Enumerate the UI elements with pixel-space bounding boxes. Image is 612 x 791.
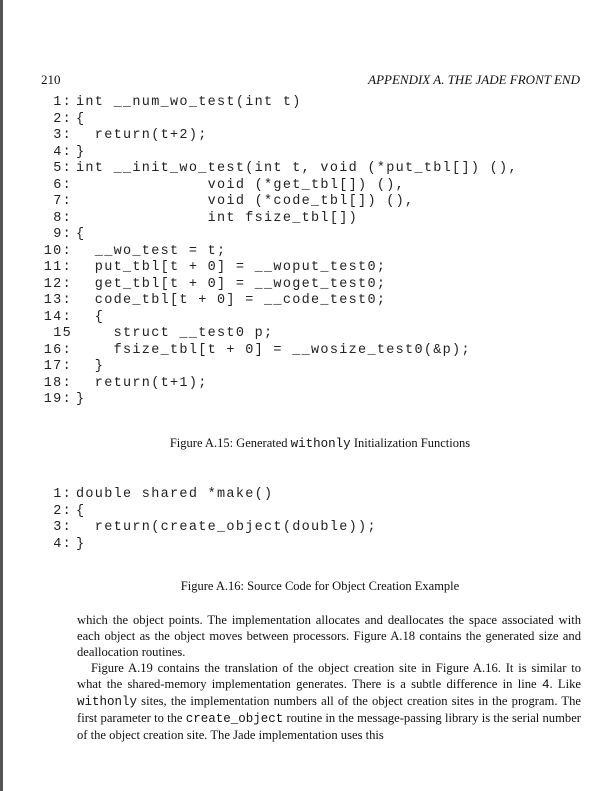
line-number: 4: <box>53 144 72 160</box>
code-text: code_tbl[t + 0] = __code_test0; <box>76 293 387 308</box>
line-number: 1: <box>53 487 72 502</box>
code-line <box>40 277 518 294</box>
code-text: void (*get_tbl[]) (), <box>76 177 406 193</box>
code-line <box>40 112 518 129</box>
code-line <box>40 392 518 409</box>
line-number: 7: <box>53 194 72 209</box>
line-number: 18: <box>43 375 72 391</box>
code-text: int fsize_tbl[]) <box>76 210 359 226</box>
scan-edge <box>0 0 3 791</box>
code-text: return(t+1); <box>76 375 208 391</box>
code-line <box>40 343 518 360</box>
code-line <box>40 161 518 178</box>
code-line <box>40 227 518 244</box>
code-text: struct __test0 p; <box>76 326 274 341</box>
code-text: return(t+2); <box>76 128 208 143</box>
code-text: int __init_wo_test(int t, void (*put_tbl[]) (), <box>76 161 518 176</box>
line-number: 6: <box>53 177 72 193</box>
line-number: 2: <box>53 111 72 127</box>
code-line <box>40 244 518 261</box>
line-number: 3: <box>53 128 72 143</box>
line-number: 4: <box>53 536 72 552</box>
line-number: 3: <box>53 520 72 535</box>
code-line <box>40 145 518 162</box>
line-number: 11: <box>43 260 72 275</box>
page-number: 210 <box>41 72 61 87</box>
code-text: { <box>76 503 86 519</box>
caption-text: Initialization Functions <box>350 436 471 450</box>
paragraph: Figure A.19 contains the translation of the object creation site in Figure A.16. It is similar to what the shared-memory implementation generates. There is a subtle difference in line 4. Like withonly sites, the implementation numbers all of the object creation sites in the program. The first parameter to the create_object routine in the message-passing library is the serial number of the object creation site. The Jade implementation uses this <box>77 661 581 742</box>
figure-caption-a15 <box>0 436 612 451</box>
code-text: fsize_tbl[t + 0] = __wosize_test0(&p); <box>76 342 471 358</box>
code-line <box>40 376 518 393</box>
line-number: 19: <box>43 392 72 407</box>
code-line <box>40 128 518 145</box>
code-text: } <box>76 392 86 407</box>
code-text: { <box>76 309 105 325</box>
code-line <box>40 194 518 211</box>
code-text: int __num_wo_test(int t) <box>76 95 302 110</box>
line-number: 15 <box>53 326 72 341</box>
code-line <box>40 95 518 112</box>
line-number: 2: <box>53 503 72 519</box>
line-number: 12: <box>43 276 72 292</box>
code-text: get_tbl[t + 0] = __woget_test0; <box>76 276 387 292</box>
code-text: void (*code_tbl[]) (), <box>76 194 415 209</box>
code-line <box>40 487 377 504</box>
code-line <box>40 260 518 277</box>
code-text: } <box>76 536 86 552</box>
code-listing-a15 <box>40 95 518 409</box>
code-text: } <box>76 359 105 374</box>
caption-code: withonly <box>290 437 351 451</box>
code-line <box>40 537 377 554</box>
code-text: { <box>76 111 86 127</box>
code-line <box>40 211 518 228</box>
code-line <box>40 178 518 195</box>
code-text: } <box>76 144 86 160</box>
line-number: 16: <box>43 342 72 358</box>
code-listing-a16 <box>40 487 377 553</box>
code-text: __wo_test = t; <box>76 243 227 259</box>
code-text: return(create_object(double)); <box>76 520 377 535</box>
code-line <box>40 293 518 310</box>
line-number: 8: <box>53 210 72 226</box>
running-header: APPENDIX A. THE JADE FRONT END <box>368 72 580 87</box>
body-text <box>77 612 581 743</box>
line-number: 9: <box>53 227 72 242</box>
code-line <box>40 359 518 376</box>
line-number: 17: <box>43 359 72 374</box>
caption-text: Figure A.15: Generated <box>169 436 291 450</box>
code-line <box>40 326 518 343</box>
code-text: { <box>76 227 86 242</box>
code-text: double shared *make() <box>76 487 274 502</box>
paragraph: which the object points. The implementation allocates and deallocates the space associated with each object as the object moves between processors. Figure A.18 contains the generated size and deallocation routines. <box>77 613 581 659</box>
line-number: 14: <box>43 309 72 325</box>
code-line <box>40 520 377 537</box>
line-number: 5: <box>53 161 72 176</box>
code-text: put_tbl[t + 0] = __woput_test0; <box>76 260 387 275</box>
line-number: 1: <box>53 95 72 110</box>
figure-caption-a16: Figure A.16: Source Code for Object Creation Example <box>180 579 460 593</box>
line-number: 13: <box>43 293 72 308</box>
line-number: 10: <box>43 243 72 259</box>
code-line <box>40 504 377 521</box>
code-line <box>40 310 518 327</box>
